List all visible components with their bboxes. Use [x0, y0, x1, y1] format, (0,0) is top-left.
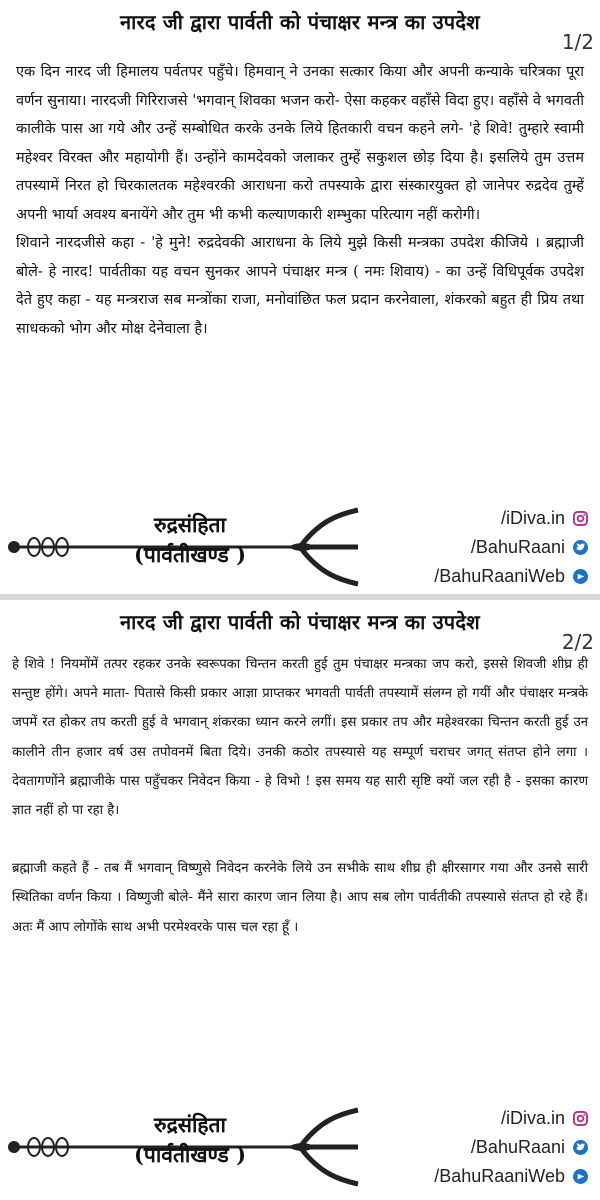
card-body	[12, 650, 588, 942]
instagram-icon	[573, 1111, 588, 1126]
social-link-instagram[interactable]: /iDiva.in	[434, 1104, 588, 1133]
story-card-2	[0, 594, 600, 1194]
book-label	[90, 510, 290, 570]
card-footer	[0, 500, 600, 594]
social-links	[434, 1104, 588, 1191]
web-icon	[573, 1169, 588, 1184]
card-title: नारद जी द्वारा पार्वती को पंचाक्षर मन्त्र का उपदेश	[120, 10, 480, 34]
social-links	[434, 504, 588, 591]
book-name: रुद्रसंहिता	[154, 512, 226, 537]
paragraph: एक दिन नारद जी हिमालय पर्वतपर पहुँचे। हिमवान् ने उनका सत्कार किया और अपनी कन्याके चरित्रका पूरा वर्णन सुनाया। नारदजी गिरिराजसे 'भगवान् शिवका भजन करो- ऐसा कहकर वहाँसे विदा हुए। वहाँसे वे भगवती कालीके पास आ गये और उन्हें सम्बोधित करके उनके लिये हितकारी वचन कहने लगे- 'हे शिवे! तुम्हारे स्वामी महेश्वर विरक्त और महायोगी हैं। उन्होंने कामदेवको जलाकर तुम्हें सकुशल छोड़ दिया है। इसलिये तुम उत्तम तपस्यामें निरत हो चिरकालतक महेश्वरकी आराधना करो तपस्याके द्वारा संस्कारयुक्त हो जानेपर रुद्रदेव तुम्हें अपनी भार्या अवश्य बनायेंगे और तुम भी कभी कल्याणकारी शम्भुका परित्याग नहीं करोगी।	[16, 64, 584, 223]
twitter-icon	[573, 1140, 588, 1155]
page-indicator: 2/2	[561, 630, 594, 654]
paragraph: ब्रह्माजी कहते हैं - तब मैं भगवान् विष्णुसे निवेदन करनेके लिये उन सभीके साथ शीघ्र ही क्षीरसागर गया और उनसे सारी स्थितिका वर्णन किया । विष्णुजी बोले- मैंने सारा कारण जान लिया है। आप सब लोग पार्वतीकी तपस्यासे संतप्त हो रहे हैं। अतः मैं आप लोगोंके साथ अभी परमेश्वरके पास चल रहा हूँ ।	[12, 861, 588, 935]
social-link-twitter[interactable]: /BahuRaani	[434, 1133, 588, 1162]
story-card-1	[0, 0, 600, 594]
social-link-twitter[interactable]: /BahuRaani	[434, 533, 588, 562]
social-link-instagram[interactable]: /iDiva.in	[434, 504, 588, 533]
page-indicator: 1/2	[561, 30, 594, 54]
book-label	[90, 1110, 290, 1170]
book-name: रुद्रसंहिता	[154, 1112, 226, 1137]
web-icon	[573, 569, 588, 584]
instagram-icon	[573, 511, 588, 526]
twitter-icon	[573, 540, 588, 555]
book-section: (पार्वतीखण्ड )	[133, 542, 247, 567]
book-section: (पार्वतीखण्ड )	[133, 1142, 247, 1167]
card-title: नारद जी द्वारा पार्वती को पंचाक्षर मन्त्र का उपदेश	[120, 610, 480, 634]
paragraph: हे शिवे ! नियमोंमें तत्पर रहकर उनके स्वरूपका चिन्तन करती हुई तुम पंचाक्षर मन्त्रका जप करो, इससे शिवजी शीघ्र ही सन्तुष्ट होंगे। अपने माता- पितासे किसी प्रकार आज्ञा प्राप्तकर भगवती पार्वती तपस्यामें संलग्न हो गयीं और पंचाक्षर मन्त्रके जपमें रत होकर तप करती हुई वे भगवान् शंकरका ध्यान करने लगीं। इस प्रकार तप और महेश्वरका चिन्तन करती हुई उन कालीने तीन हजार वर्ष उस तपोवनमें बिता दिये। उनकी कठोर तपस्यासे यह सम्पूर्ण चराचर जगत् संतप्त होने लगा । देवतागणोंने ब्रह्माजीके पास पहुँचकर निवेदन किया - हे विभो ! इस समय यह सारी सृष्टि क्यों जल रही है - इसका कारण ज्ञात नहीं हो पा रहा है।	[12, 657, 588, 819]
paragraph: शिवाने नारदजीसे कहा - 'हे मुने! रुद्रदेवकी आराधना के लिये मुझे किसी मन्त्रका उपदेश कीजिये । ब्रह्माजी बोले- हे नारद! पार्वतीका यह वचन सुनकर आपने पंचाक्षर मन्त्र ( नमः शिवाय) - का उन्हें विधिपूर्वक उपदेश देते हुए कहा - यह मन्त्रराज सब मन्त्रोंका राजा, मनोवांछित फल प्रदान करनेवाला, शंकरको बहुत ही प्रिय तथा साधकको भोग और मोक्ष देनेवाला है।	[16, 235, 584, 337]
social-link-web[interactable]: /BahuRaaniWeb	[434, 562, 588, 591]
social-link-web[interactable]: /BahuRaaniWeb	[434, 1162, 588, 1191]
card-footer	[0, 1100, 600, 1194]
card-body	[16, 58, 584, 343]
